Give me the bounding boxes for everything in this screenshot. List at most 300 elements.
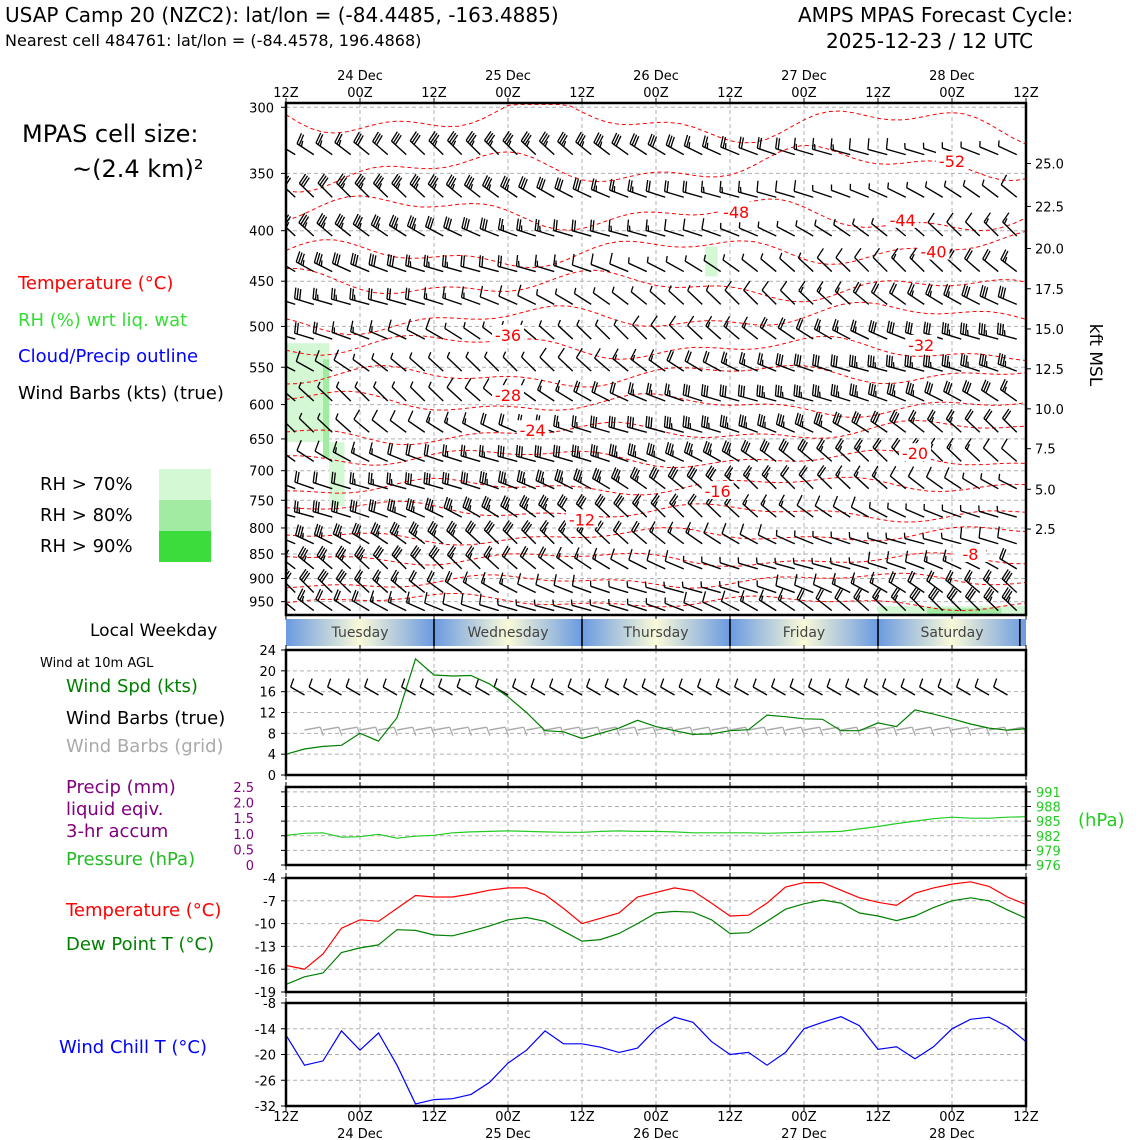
cycle-label: AMPS MPAS Forecast Cycle: [798,3,1074,27]
top-tick-label: 12Z [421,86,447,101]
barb-staff [971,727,987,730]
barb-flag [280,588,285,598]
y-tick-label: 550 [249,361,274,377]
surface-barb-grid [305,727,324,735]
barb-staff [342,727,358,730]
barb-flag [1002,324,1003,335]
surface-barb-grid [434,727,453,735]
wind-title: Wind at 10m AGL [40,656,154,671]
barb-staff [915,727,931,730]
y-tick-label: -16 [254,963,276,979]
barb-staff [508,727,524,730]
rh-label-70: RH > 70% [40,474,133,495]
barb-flag [476,679,479,687]
barb-flag [394,727,397,735]
barb-flag [391,479,392,485]
barb-flag [387,472,388,483]
bottom-tick-label: 12Z [1013,1110,1039,1125]
surface-barb-grid [971,727,990,735]
pressure-panel [233,781,1124,874]
barb-staff [638,727,654,730]
barb-staff [564,727,580,730]
barb-flag [562,477,563,483]
barb-staff [827,687,841,695]
barb-flag [1000,323,1001,334]
barb-flag [280,135,284,145]
barb-staff [402,687,416,695]
surface-barb-grid [638,727,657,735]
barb-flag [609,220,610,231]
chart-title: USAP Camp 20 (NZC2): lat/lon = (-84.4485, -163.4885) [5,3,559,27]
barb-staff [957,687,971,695]
right-tick-label: 7.5 [1035,442,1056,458]
barb-staff [420,687,434,695]
barb-flag [632,417,633,428]
barb-flag [581,477,582,483]
cell-size-label: MPAS cell size: [22,120,199,148]
bottom-date-label: 24 Dec [337,1127,383,1140]
rh-region [323,359,329,458]
right-tick-label: 5.0 [1035,483,1056,499]
barb-staff [476,687,490,695]
surface-barb-true [383,679,397,695]
top-date-label: 26 Dec [633,69,679,84]
bottom-time-axis [273,1110,1039,1140]
top-tick-label: 00Z [495,86,521,101]
barb-staff [952,727,968,730]
wind-panel [259,644,1026,784]
surface-barb-true [920,679,934,695]
surface-barb-true [883,679,897,695]
contour-label: -20 [901,444,929,464]
barb-flag [735,679,738,687]
barb-staff [383,687,397,695]
barb-flag [402,679,405,687]
barb-staff [323,727,339,730]
pressure-tick-label: 985 [1036,815,1061,831]
y-tick-label: 850 [249,547,274,563]
y-tick-label: 16 [259,685,276,701]
surface-barb-true [513,679,527,695]
barb-staff [527,727,543,730]
barb-flag [352,289,353,300]
surface-barb-true [605,679,619,695]
y-tick-label: 650 [249,432,274,448]
barb-flag [821,421,822,427]
barb-flag [783,727,786,735]
barb-flag [280,382,282,387]
weekday-label: Friday [782,625,826,641]
surface-barb-grid [786,727,805,735]
barb-flag [365,679,368,687]
legend-wind-barbs-grid: Wind Barbs (grid) [66,736,224,757]
barb-flag [857,727,860,735]
barb-flag [889,356,890,367]
chart-subtitle: Nearest cell 484761: lat/lon = (-84.4578, 196.4868) [5,31,422,50]
contour-label: -44 [889,210,916,230]
barb-staff [767,727,783,730]
barb-flag [630,417,631,428]
barb-staff [809,687,823,695]
y-tick-label: 950 [249,595,274,611]
barb-flag [383,679,386,687]
surface-barb-true [975,679,989,695]
barb-flag [753,679,756,687]
barb-flag [997,323,998,334]
barb-flag [764,727,767,735]
barb-flag [720,181,721,192]
barb-flag [957,679,960,687]
barb-flag [587,679,590,687]
surface-barb-true [420,679,434,695]
barb-flag [605,679,608,687]
barb-flag [278,251,282,261]
barb-flag [698,679,701,687]
y-tick-label: 300 [249,101,274,117]
barb-flag [894,727,897,735]
pressure-tick-label: 988 [1036,800,1061,816]
pressure-tick-label: 991 [1036,785,1061,801]
barb-flag [513,679,516,687]
barb-flag [923,533,924,539]
barb-flag [1004,330,1005,336]
bottom-tick-label: 12Z [569,1110,595,1125]
barb-flag [864,679,867,687]
surface-barb-true [346,679,360,695]
barb-flag [726,359,727,365]
top-date-label: 25 Dec [485,69,531,84]
barb-staff [360,727,376,730]
barb-flag [339,727,342,735]
y-tick-label: -19 [254,986,276,1001]
barb-flag [303,533,304,539]
barb-staff [471,727,487,730]
barb-staff [786,727,802,730]
barb-staff [735,687,749,695]
barb-flag [291,679,294,687]
right-tick-label: 22.5 [1035,200,1064,216]
barb-flag [309,679,312,687]
precip-tick-label: 0 [245,859,254,874]
barb-staff [453,727,469,730]
y-tick-label: 600 [249,398,274,414]
top-tick-label: 12Z [273,86,299,101]
bottom-tick-label: 12Z [865,1110,891,1125]
barb-flag [682,582,683,588]
weekday-label: Thursday [623,625,689,641]
barb-staff [328,687,342,695]
barb-flag [651,417,652,428]
barb-flag [793,558,794,564]
bottom-tick-label: 00Z [643,1110,669,1125]
barb-staff [675,727,691,730]
barb-flag [524,727,527,735]
barb-staff [934,727,950,730]
barb-flag [646,416,647,427]
barb-flag [389,473,390,484]
contour-label: -48 [723,203,750,223]
right-tick-label: 2.5 [1035,523,1056,539]
surface-barb-true [846,679,860,695]
barb-flag [759,385,760,396]
barb-flag [691,450,692,456]
barb-flag [661,679,664,687]
y-tick-label: 750 [249,494,274,510]
contour-label: -16 [704,482,731,502]
barb-flag [465,418,466,424]
surface-barb-grid [804,727,823,735]
barb-staff [365,687,379,695]
barb-flag [647,257,648,263]
contour-label: -28 [494,386,522,406]
barb-flag [482,256,483,267]
surface-barb-grid [619,727,638,735]
top-tick-label: 00Z [939,86,965,101]
surface-barb-true [957,679,971,695]
bottom-tick-label: 12Z [273,1110,299,1125]
y-tick-label: -32 [254,1100,276,1115]
surface-barb-grid [730,727,749,735]
surface-barb-grid [397,727,416,735]
barb-flag [968,727,971,735]
surface-barb-true [568,679,582,695]
y-tick-label: 700 [249,464,274,480]
right-axis-label: kft MSL [1085,323,1105,387]
barb-staff [457,687,471,695]
barb-flag [276,322,277,333]
barb-flag [716,679,719,687]
barb-flag [764,392,765,398]
surface-barb-true [587,679,601,695]
y-tick-label: 0 [267,769,276,784]
barb-flag [835,579,836,585]
legend-precip-1: Precip (mm) [66,777,176,798]
y-tick-label: -26 [254,1074,276,1090]
contour-label: -52 [938,151,966,171]
barb-flag [279,323,280,334]
barb-staff [975,687,989,695]
barb-flag [593,220,594,231]
legend-precip-3: 3-hr accum [66,821,169,842]
surface-barb-true [365,679,379,695]
barb-flag [790,679,793,687]
legend-windchill: Wind Chill T (°C) [59,1037,207,1058]
barb-flag [827,679,830,687]
barb-flag [624,679,627,687]
top-date-label: 28 Dec [929,69,975,84]
barb-flag [920,679,923,687]
barb-flag [279,440,284,450]
contour-label: -32 [908,335,935,355]
barb-staff [642,687,656,695]
y-tick-label: 4 [267,748,276,764]
barb-staff [605,687,619,695]
surface-barb-true [328,679,342,695]
barb-flag [350,288,351,299]
barb-flag [553,600,554,606]
surface-barb-true [994,679,1008,695]
right-tick-label: 17.5 [1035,282,1064,298]
barb-flag [280,357,281,363]
barb-staff [883,687,897,695]
barb-flag [975,679,978,687]
barb-flag [886,355,887,366]
barb-flag [758,222,759,228]
barb-flag [502,579,503,585]
surface-barb-true [938,679,952,695]
legend-rh: RH (%) wrt liq. wat [18,310,188,331]
barb-flag [912,727,915,735]
barb-flag [282,527,284,538]
legend-precip-2: liquid eqiv. [66,799,164,820]
barb-staff [716,687,730,695]
surface-barb-true [827,679,841,695]
barb-flag [672,727,675,735]
barb-staff [490,727,506,730]
bottom-tick-label: 12Z [421,1110,447,1125]
barb-staff [790,687,804,695]
barb-flag [521,446,522,457]
barb-flag [346,679,349,687]
barb-flag [479,255,480,266]
barb-flag [802,421,803,427]
barb-flag [391,597,392,603]
top-tick-label: 12Z [865,86,891,101]
barb-flag [278,501,279,512]
barb-flag [335,447,336,453]
barb-staff [531,687,545,695]
precip-tick-label: 2.5 [233,781,254,796]
barb-staff [920,687,934,695]
barb-flag [901,679,904,687]
barb-flag [664,582,665,588]
surface-barb-true [624,679,638,695]
barb-flag [1005,727,1008,735]
barb-staff [804,727,820,730]
legend-temp-panel: Temperature (°C) [66,900,222,921]
surface-barb-true [735,679,749,695]
rh-legend-swatches [159,469,211,562]
barb-flag [849,138,850,149]
barb-flag [999,474,1000,480]
pressure-line [286,817,1026,839]
barb-flag [534,600,535,606]
surface-barb-grid [490,727,509,735]
y-tick-label: -13 [254,940,276,956]
surface-barb-grid [471,727,490,735]
barb-flag [516,445,517,456]
y-tick-label: -4 [263,872,276,887]
barb-flag [439,679,442,687]
surface-barb-grid [749,727,768,735]
barb-flag [853,579,854,585]
surface-barb-grid [416,727,435,735]
barb-flag [279,288,280,299]
barb-flag [981,473,982,479]
barb-flag [679,679,682,687]
barb-staff [693,727,709,730]
right-tick-label: 10.0 [1035,402,1064,418]
barb-flag [931,727,934,735]
barb-flag [457,679,460,687]
top-date-label: 24 Dec [337,69,383,84]
surface-barb-true [790,679,804,695]
surface-barb-grid [860,727,879,735]
barb-flag [279,547,284,557]
contour-label: -12 [568,510,596,530]
bottom-date-label: 27 Dec [781,1127,827,1140]
precip-tick-label: 2.0 [233,796,254,812]
barb-flag [277,351,280,362]
barb-flag [820,727,823,735]
surface-barb-grid [767,727,786,735]
y-tick-label: 900 [249,572,274,588]
barb-flag [642,679,645,687]
barb-flag [635,727,638,735]
barb-flag [746,727,749,735]
barb-flag [568,679,571,687]
barb-flag [666,256,667,262]
barb-staff [846,687,860,695]
barb-staff [864,687,878,695]
bottom-tick-label: 00Z [791,1110,817,1125]
contour-label: -40 [920,242,947,262]
y-tick-label: 20 [259,664,276,680]
right-tick-label: 15.0 [1035,322,1064,338]
barb-flag [278,134,282,144]
pressure-tick-label: 979 [1036,844,1061,860]
barb-flag [673,450,674,456]
cell-size-value: ~(2.4 km)² [72,155,204,183]
precip-tick-label: 1.5 [233,812,254,828]
barb-flag [376,727,379,735]
surface-barb-true [698,679,712,695]
surface-barb-grid [841,727,860,735]
barb-flag [891,356,892,367]
surface-barb-true [809,679,823,695]
y-tick-label: 12 [259,706,276,722]
cycle-value: 2025-12-23 / 12 UTC [826,29,1034,53]
barb-flag [904,533,905,539]
barb-flag [907,182,908,188]
barb-flag [762,386,763,397]
barb-flag [303,260,304,266]
top-tick-label: 00Z [791,86,817,101]
legend-pressure: Pressure (hPa) [66,849,196,870]
barb-flag [722,187,723,193]
surface-barb-grid [453,727,472,735]
top-tick-label: 00Z [643,86,669,101]
windchill-panel [255,997,1026,1115]
barb-flag [280,507,281,513]
barb-flag [757,385,758,396]
barb-staff [346,687,360,695]
y-tick-label: -7 [263,894,276,910]
barb-flag [838,727,841,735]
barb-staff [938,687,952,695]
barb-staff [397,727,413,730]
barb-staff [416,727,432,730]
barb-staff [698,687,712,695]
barb-flag [531,679,534,687]
bottom-tick-label: 00Z [939,1110,965,1125]
surface-barb-grid [897,727,916,735]
surface-barb-true [716,679,730,695]
surface-barb-true [439,679,453,695]
right-tick-label: 20.0 [1035,242,1064,258]
surface-barb-grid [915,727,934,735]
rh-swatch [159,531,211,562]
